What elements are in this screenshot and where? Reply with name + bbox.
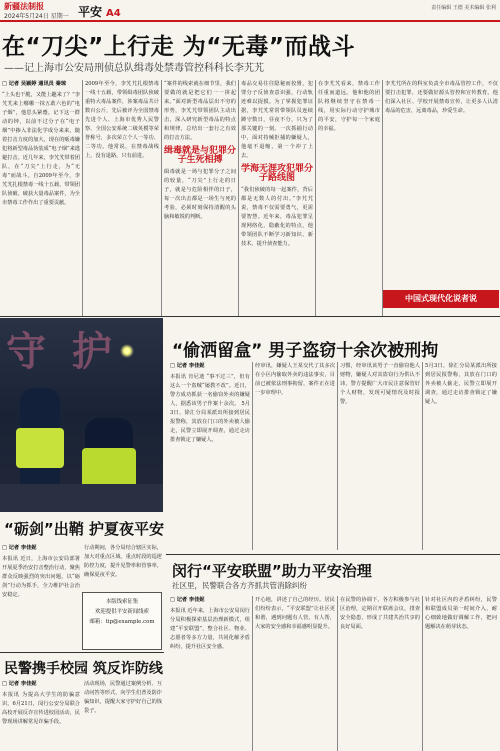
lead-section-heading-2: 学海无涯攻犯罪分子路线图 [241, 164, 313, 183]
story4-column-2: 开心地，讲述了自己的经历。居民们纷纷表示，“平安联盟”让社区更和谐，遇到问题有人管、有人帮，大家的安全感和幸福感明显提升。 [255, 597, 335, 630]
lead-subhead: ——记上海市公安局刑侦总队缉毒处禁毒管控科科长李艽艽 [4, 63, 264, 74]
story5-column-1: □ 记者 李佳妮 本报讯 为提高大学生的防骗意识，6月21日，闵行公安分局联合高校开展反诈宣传进校园活动，民警现场讲解常见诈骗手段。 [2, 681, 80, 725]
story3-byline: □ 记者 李佳妮 [2, 545, 37, 551]
story4-subhead: 社区里，民警联合各方齐抓共管消除纠纷 [172, 581, 307, 590]
section-title: 平安 A4 [78, 5, 121, 19]
paper-date: 2024年5月24日 星期一 [4, 13, 69, 20]
story2-column-2: 经审讯，嫌疑人王某交代了其多次在小区内偷取外卖的违法事实，目前已被依法刑事拘留，案件正在进一步审理中。 [255, 363, 335, 396]
lead-column-4: 毒品交易往往隐秘而狡猾，犯罪分子反侦查意识强，行动轨迹难以捉摸。为了掌握犯罪证据，李艽艽常常带领队员连续蹲守数日，昼夜不分，只为了那关键的一刻。一次抓捕行动中，面对持械拒捕的嫌疑人，他毫不退缩，第一个冲了上去。 学海无涯攻犯罪分子路线图 “我们侦破的每一起案件，背后都是无数人的付出。”李艽艽说，禁毒不仅需要勇气，更需要智慧。近年来，毒品犯罪呈现网络化、隐蔽化的特点，他带领团队不断学习新知识、新技术，提升侦查能力。 [241, 81, 313, 247]
story2-column-1: □ 记者 李佳妮 本报讯 肯尼迪 “事不过三”，但有这么一个盗贼“屡教不改”。近日，警方成功抓获一名偷窃外卖的嫌疑人，据悉该男子作案十余次。 5月3日，徐汇分局某派出所接到居民报警称，其放在门口的外卖被人偷走，民警立即展开调查，通过走访排查锁定了嫌疑人。 [170, 363, 250, 443]
red-banner: 中国式现代化说者说 [383, 290, 499, 308]
lead-byline: □ 记者 吴颖婷 通讯员 秦琼 [2, 81, 67, 87]
photo-overlay-text: 守 护 [6, 329, 118, 375]
story3-column-2: 行动期间，各分局结合辖区实际，加大对重点区域、重点时段的巡逻防控力度，提升见警率和管事率，确保夏夜平安。 [84, 545, 162, 578]
story5-headline: 民警携手校园 筑反诈防线 [4, 661, 163, 677]
lead-column-2: 2009年至今，李艽艽扎根禁毒一线十五载，带领缉毒团队侦破重特大毒品案件，涉案毒品共计数百公斤，先后被评为全国禁毒先进个人、上海市优秀人民警察、全国公安系统二级英模等荣誉称号，多次荣立个人一等功、二等功。他常说，在禁毒战线上，没有退路，只有前进。 [85, 81, 159, 159]
story4-headline: 闵行“平安联盟”助力平安治理 [172, 562, 372, 580]
lead-section-heading-1: 缉毒就是与犯罪分子生死相搏 [164, 146, 236, 165]
story4-column-1: □ 记者 李佳妮 本报讯 近年来，上海市公安局闵行分局积极探索基层治理新模式，组建“平安联盟”，整合社区、物业、志愿者等多方力量，共同化解矛盾纠纷，提升社区安全感。 [170, 597, 250, 650]
story3-column-1: □ 记者 李佳妮 本报讯 近日，上海市公安局部署开展夏季治安打击整治行动，聚焦群众反映强烈的突出问题，以“砺剑”行动为抓手，全力维护社会治安稳定。 [2, 545, 80, 598]
paper-name: 新疆法制报 [4, 2, 44, 11]
story4-column-4: 针对社区内的矛盾纠纷，民警和联盟成员第一时间介入，耐心细致地做好调解工作，把问题解决在萌芽状态。 [425, 597, 497, 630]
lead-column-5: 在李艽艽看来，禁毒工作任重而道远。他和他的团队将继续坚守在禁毒一线，用实际行动守护城市的平安，守护每一个家庭的幸福。 [318, 81, 380, 132]
lead-column-3: “案件的线索就在细节里，我们要做的就是把它们一一拼起来。”面对新型毒品层出不穷的形势，李艽艽带领团队主动出击，深入研究新型毒品的特点和规律，总结出一套行之有效的打击方法。 缉毒就是与犯罪分子生死相搏 缉毒就是一场与犯罪分子之间的较量，“刀尖”上行走的日子，就是与危险相伴的日子，每一次出击都是一场生与死的考验，必须时刻保持清醒的头脑和敏锐的判断。 [164, 81, 236, 220]
story2-column-4: 5月3日，徐汇分局某派出所接到居民报警称，其放在门口的外卖被人偷走，民警立即展开调查，通过走访排查锁定了嫌疑人。 [425, 363, 497, 405]
story5-byline: □ 记者 李佳妮 [2, 681, 37, 687]
lead-column-1: □ 记者 吴颖婷 通讯员 秦琼 “上头也干脆，又能上趣来了？”李艽艽来上哪哪一抹五敢六色的“电子烟”，他思头紧蹙。记下这一群动的钟，以前不过分子在“电子烟”中掺入非法化学成分来来，随着打击力度的加大，现在的贩毒嫌犯将新型毒品伪装成“电子烟”来逃避打击。近几年来，李艽艽带着团队，在“刀尖”上行走，为“无毒”而战斗。自2009年至今，李艽艽扎根禁毒一线十五载，带领团队侦破、破获大量毒品案件，为全市禁毒工作作出了重要贡献。 [2, 81, 80, 206]
story4-column-3: 在民警的协调下，各方积极参与社区治理，定期召开联席会议，排查安全隐患，形成了共建共治共享的良好局面。 [340, 597, 420, 630]
page-number: A4 [106, 8, 121, 19]
police-night-photo [0, 318, 163, 512]
road [0, 484, 163, 512]
story5-column-2: 活动现场，民警通过案例分析、互动问答等形式，向学生们普及防诈骗知识，提醒大家守护好自己的钱袋子。 [84, 681, 162, 714]
story4-byline: □ 记者 李佳妮 [170, 597, 205, 603]
notice-line-1: 本版线索征集 [105, 599, 139, 605]
story2-byline: □ 记者 李佳妮 [170, 363, 205, 369]
editors-credit: 责任编辑 王德 美术编辑 张利 [431, 5, 496, 11]
officer-vest-2 [82, 448, 136, 488]
lead-column-6: 李艽艽所在的科室负责全市毒品管控工作，不仅要打击犯罪，还要做好源头管控和宣传教育。他们深入社区、学校开展禁毒宣传，让更多人认清毒品的危害，远离毒品，珍爱生命。 [385, 81, 498, 114]
masthead [0, 0, 500, 22]
notice-line-2: 欢迎提供平安新闻线索 [95, 609, 149, 615]
story2-headline: “偷洒留盒” 男子盗窃十余次被刑拘 [172, 341, 439, 361]
story3-headline: “砺剑”出鞘 护夏夜平安 [4, 520, 164, 538]
story2-column-3: 习惯，经审讯该男子一直偷窃他人财物，嫌疑人对其盗窃行为供认不讳，警方提醒广大市民注意保管好个人财物，发现可疑情况及时报警。 [340, 363, 420, 405]
officer-vest-1 [16, 428, 64, 468]
street-light [120, 344, 134, 358]
notice-box [82, 592, 162, 650]
notice-line-3: 邮箱：tip@example.com [89, 619, 155, 625]
lead-headline: 在“刀尖”上行走 为“无毒”而战斗 [2, 34, 355, 60]
